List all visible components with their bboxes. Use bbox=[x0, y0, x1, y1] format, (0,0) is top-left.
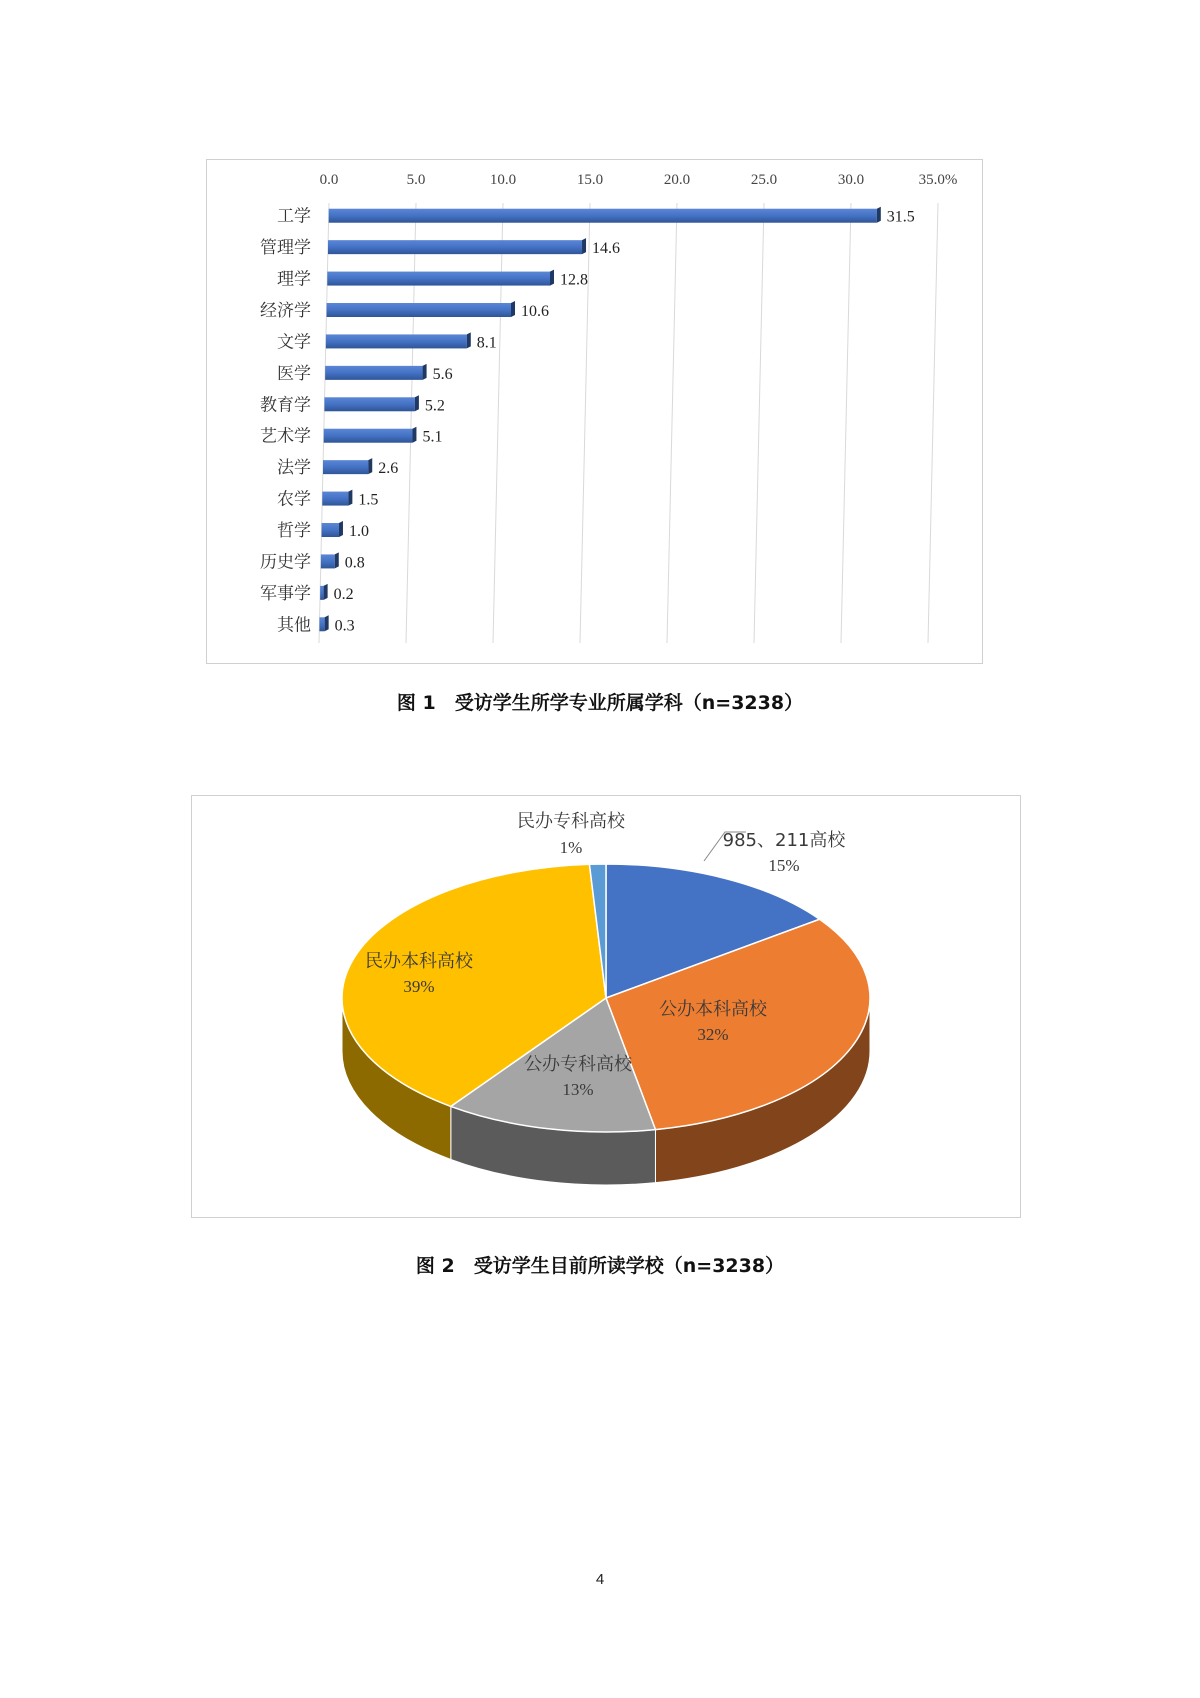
figure-1-caption: 图 1 受访学生所学专业所属学科（n=3238） bbox=[396, 692, 804, 714]
x-tick-label: 5.0 bbox=[406, 172, 426, 188]
bar bbox=[327, 272, 550, 286]
bar bbox=[322, 523, 339, 537]
bar-end-face bbox=[335, 552, 339, 568]
x-tick-label: 15.0 bbox=[576, 172, 604, 188]
bar-value-label: 12.8 bbox=[560, 271, 589, 289]
bar bbox=[324, 397, 414, 411]
pie-chart bbox=[192, 796, 1020, 1217]
gridline bbox=[754, 203, 764, 643]
gridline bbox=[406, 203, 416, 643]
gridline bbox=[667, 203, 677, 643]
bar-value-label: 10.6 bbox=[521, 303, 550, 320]
pie-slice-label: 公办本科高校 bbox=[659, 999, 767, 1020]
bar bbox=[324, 429, 413, 443]
bar-value-label: 5.1 bbox=[422, 428, 443, 446]
bar-value-label: 2.6 bbox=[378, 460, 399, 478]
bar-value-label: 14.6 bbox=[592, 240, 621, 258]
bar-chart bbox=[207, 160, 982, 663]
bar-value-label: 0.8 bbox=[344, 554, 365, 572]
bar-value-label: 5.2 bbox=[424, 397, 445, 415]
category-label: 教育学 bbox=[260, 395, 311, 416]
bar-value-label: 1.0 bbox=[348, 523, 369, 540]
bar-end-face bbox=[877, 207, 881, 223]
category-label: 法学 bbox=[277, 458, 311, 479]
bar bbox=[323, 460, 368, 474]
bar bbox=[322, 492, 348, 506]
bar-end-face bbox=[412, 427, 416, 443]
pie-slice-label: 公办专科高校 bbox=[524, 1054, 632, 1075]
category-label: 哲学 bbox=[277, 521, 311, 541]
bar bbox=[329, 209, 877, 223]
gridline bbox=[493, 203, 503, 643]
pie-slice-label: 民办本科高校 bbox=[365, 951, 473, 972]
bar-value-label: 1.5 bbox=[358, 491, 379, 509]
category-label: 军事学 bbox=[260, 583, 311, 604]
bar bbox=[328, 240, 582, 254]
x-tick-label: 35.0% bbox=[918, 172, 958, 188]
bar-value-label: 0.3 bbox=[334, 617, 355, 635]
category-label: 历史学 bbox=[260, 552, 311, 573]
bar-end-face bbox=[511, 301, 515, 317]
category-label: 医学 bbox=[277, 363, 311, 384]
gridline bbox=[580, 203, 590, 643]
bar bbox=[321, 554, 335, 568]
bar-end-face bbox=[467, 332, 471, 348]
bar bbox=[326, 334, 467, 348]
x-tick-label: 25.0 bbox=[750, 172, 778, 188]
x-tick-label: 10.0 bbox=[489, 172, 517, 188]
gridline bbox=[841, 203, 851, 643]
bar bbox=[325, 366, 422, 380]
bar-value-label: 8.1 bbox=[476, 334, 497, 352]
x-tick-label: 20.0 bbox=[663, 172, 691, 188]
figure-2-caption: 图 2 受访学生目前所读学校（n=3238） bbox=[415, 1255, 785, 1277]
pie-chart-frame bbox=[191, 795, 1021, 1218]
bar-value-label: 5.6 bbox=[432, 365, 453, 383]
category-label: 艺术学 bbox=[260, 426, 311, 447]
bar bbox=[320, 586, 323, 600]
bar-end-face bbox=[368, 458, 372, 474]
bar-end-face bbox=[325, 615, 329, 631]
bar-end-face bbox=[415, 395, 419, 411]
bar-end-face bbox=[324, 584, 328, 600]
category-label: 经济学 bbox=[260, 301, 311, 321]
pie-slice-label: 985、211高校 bbox=[722, 830, 846, 851]
category-label: 理学 bbox=[277, 269, 311, 290]
gridline bbox=[928, 203, 938, 643]
bar-value-label: 31.5 bbox=[886, 208, 915, 226]
bar bbox=[319, 617, 324, 631]
category-label: 农学 bbox=[277, 489, 311, 510]
pie-slice-percent: 39% bbox=[403, 977, 435, 996]
bar-end-face bbox=[339, 521, 343, 537]
bar-end-face bbox=[348, 490, 352, 506]
category-label: 其他 bbox=[277, 615, 311, 636]
pie-slice-percent: 32% bbox=[697, 1025, 729, 1044]
bar bbox=[327, 303, 511, 317]
pie-slice-percent: 1% bbox=[559, 838, 583, 857]
x-tick-label: 0.0 bbox=[319, 172, 339, 188]
category-label: 管理学 bbox=[260, 238, 311, 259]
pie-slice-label: 民办专科高校 bbox=[517, 811, 625, 832]
bar-end-face bbox=[550, 270, 554, 286]
category-label: 工学 bbox=[277, 206, 311, 227]
bar-chart-frame bbox=[206, 159, 983, 664]
category-label: 文学 bbox=[277, 332, 311, 353]
x-tick-label: 30.0 bbox=[837, 172, 865, 188]
pie-slice-percent: 15% bbox=[768, 856, 800, 875]
gridline bbox=[319, 203, 329, 643]
page-number: 4 bbox=[595, 1571, 605, 1588]
bar-end-face bbox=[423, 364, 427, 380]
bar-end-face bbox=[582, 238, 586, 254]
bar-value-label: 0.2 bbox=[333, 585, 354, 603]
pie-slice-percent: 13% bbox=[562, 1080, 594, 1099]
